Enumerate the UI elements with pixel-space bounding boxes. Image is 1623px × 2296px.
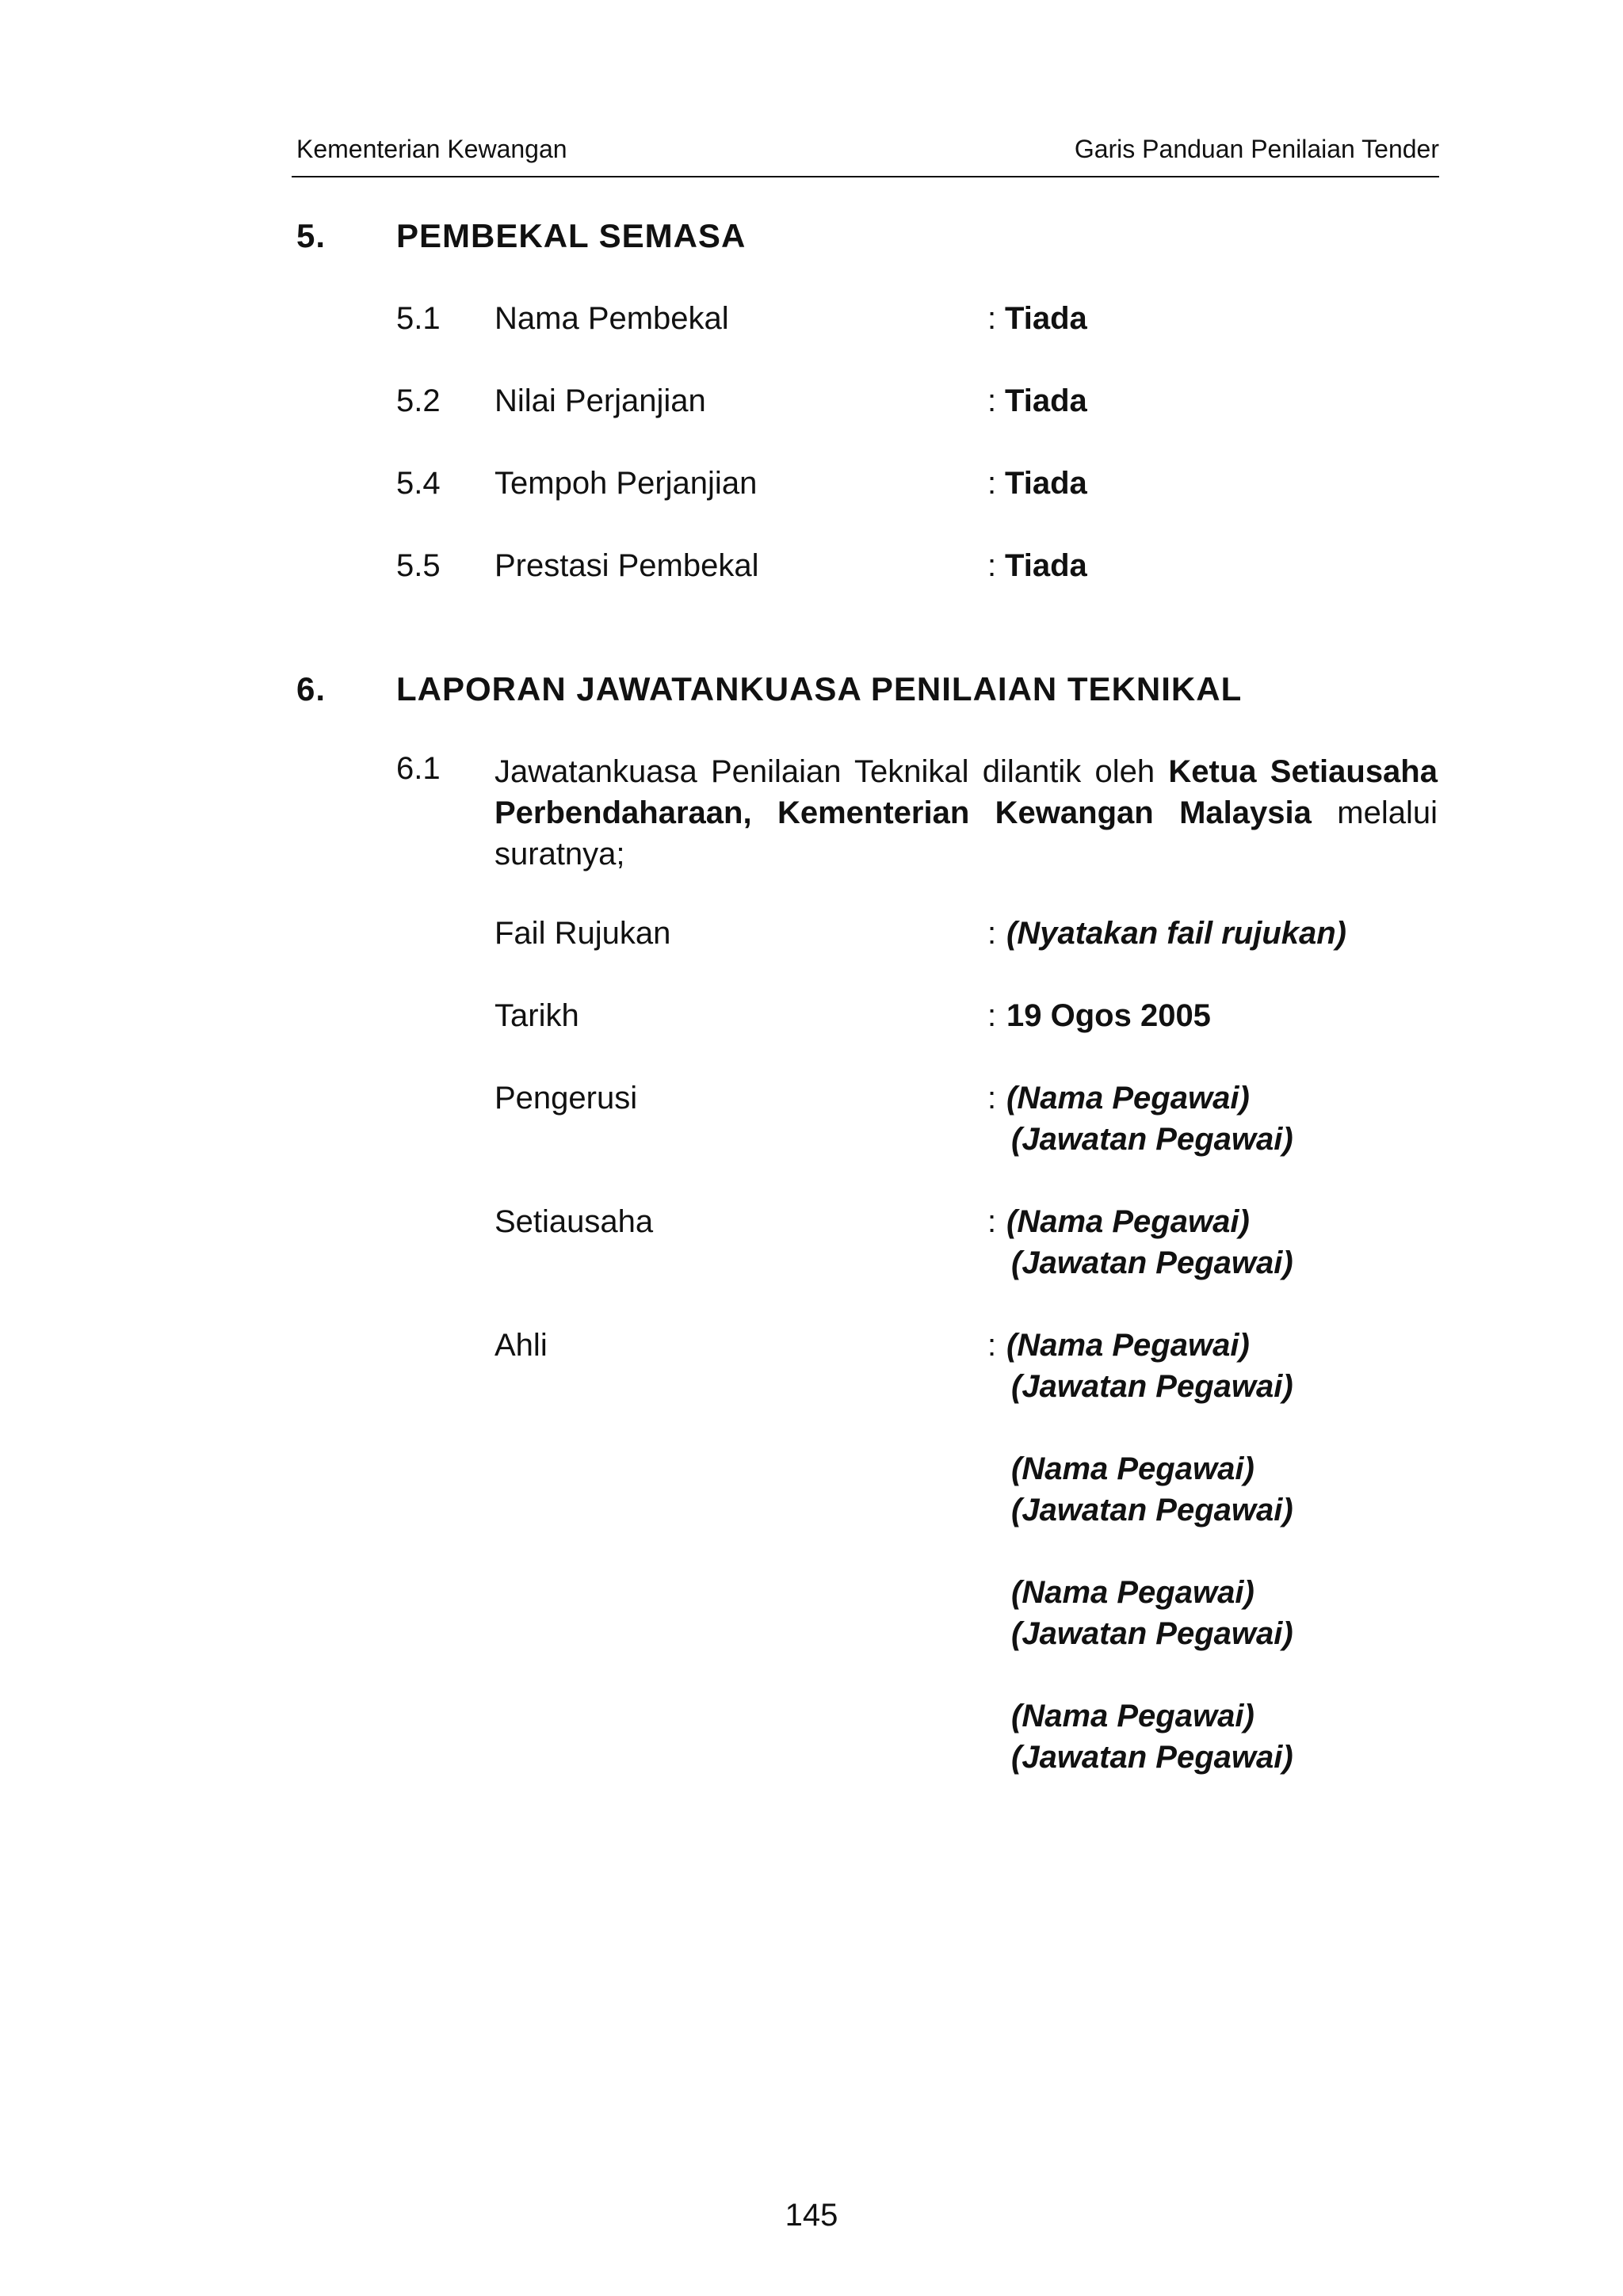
field-value: (Nama Pegawai) bbox=[1006, 1081, 1250, 1116]
field-value: (Nyatakan fail rujukan) bbox=[1006, 916, 1347, 951]
page-number: 145 bbox=[785, 2198, 838, 2233]
member-position: (Jawatan Pegawai) bbox=[1011, 1493, 1293, 1527]
field-value-position: (Jawatan Pegawai) bbox=[1011, 1369, 1293, 1404]
field-label: Setiausaha bbox=[495, 1204, 654, 1239]
paragraph-number: 6.1 bbox=[396, 751, 441, 786]
section-5-number: 5. bbox=[296, 217, 327, 254]
section-6-title: LAPORAN JAWATANKUASA PENILAIAN TEKNIKAL bbox=[396, 670, 1243, 707]
field-colon: : bbox=[987, 1328, 997, 1363]
paragraph-text-end: melalui suratnya; bbox=[495, 795, 1438, 871]
item-label: Prestasi Pembekal bbox=[495, 548, 759, 583]
paragraph-text-start: Jawatankuasa Penilaian Teknikal dilantik oleh bbox=[495, 754, 1169, 789]
field-value-position: (Jawatan Pegawai) bbox=[1011, 1245, 1293, 1280]
field-label: Ahli bbox=[495, 1328, 548, 1363]
field-colon: : bbox=[987, 1081, 997, 1116]
item-colon: : bbox=[987, 301, 997, 336]
item-colon: : bbox=[987, 466, 997, 501]
member-name: (Nama Pegawai) bbox=[1011, 1699, 1254, 1733]
section-6-number: 6. bbox=[296, 670, 327, 707]
item-number: 5.2 bbox=[396, 383, 441, 418]
header-ministry: Kementerian Kewangan bbox=[296, 135, 567, 163]
field-label: Tarikh bbox=[495, 998, 579, 1033]
field-label: Pengerusi bbox=[495, 1081, 638, 1116]
member-position: (Jawatan Pegawai) bbox=[1011, 1616, 1293, 1651]
header-rule bbox=[292, 176, 1439, 177]
item-number: 5.4 bbox=[396, 466, 441, 501]
item-number: 5.1 bbox=[396, 301, 441, 336]
section-5-title: PEMBEKAL SEMASA bbox=[396, 217, 747, 254]
field-label: Fail Rujukan bbox=[495, 916, 671, 951]
field-value-position: (Jawatan Pegawai) bbox=[1011, 1122, 1293, 1157]
field-colon: : bbox=[987, 1204, 997, 1239]
field-colon: : bbox=[987, 998, 997, 1033]
field-colon: : bbox=[987, 916, 997, 951]
member-position: (Jawatan Pegawai) bbox=[1011, 1740, 1293, 1775]
item-label: Nama Pembekal bbox=[495, 301, 729, 336]
item-value: Tiada bbox=[1005, 301, 1087, 336]
paragraph-text-bold: Ketua Setiausaha Perbendaharaan, Kementerian Kewangan Malaysia bbox=[495, 754, 1438, 830]
field-value: (Nama Pegawai) bbox=[1006, 1204, 1250, 1239]
appointment-paragraph bbox=[495, 751, 1438, 875]
field-value: 19 Ogos 2005 bbox=[1006, 998, 1211, 1033]
item-value: Tiada bbox=[1005, 466, 1087, 501]
item-colon: : bbox=[987, 383, 997, 418]
item-number: 5.5 bbox=[396, 548, 441, 583]
item-colon: : bbox=[987, 548, 997, 583]
item-label: Tempoh Perjanjian bbox=[495, 466, 758, 501]
item-label: Nilai Perjanjian bbox=[495, 383, 706, 418]
item-value: Tiada bbox=[1005, 383, 1087, 418]
header-document-title: Garis Panduan Penilaian Tender bbox=[1074, 135, 1439, 163]
field-value: (Nama Pegawai) bbox=[1006, 1328, 1250, 1363]
member-name: (Nama Pegawai) bbox=[1011, 1451, 1254, 1486]
member-name: (Nama Pegawai) bbox=[1011, 1575, 1254, 1610]
item-value: Tiada bbox=[1005, 548, 1087, 583]
